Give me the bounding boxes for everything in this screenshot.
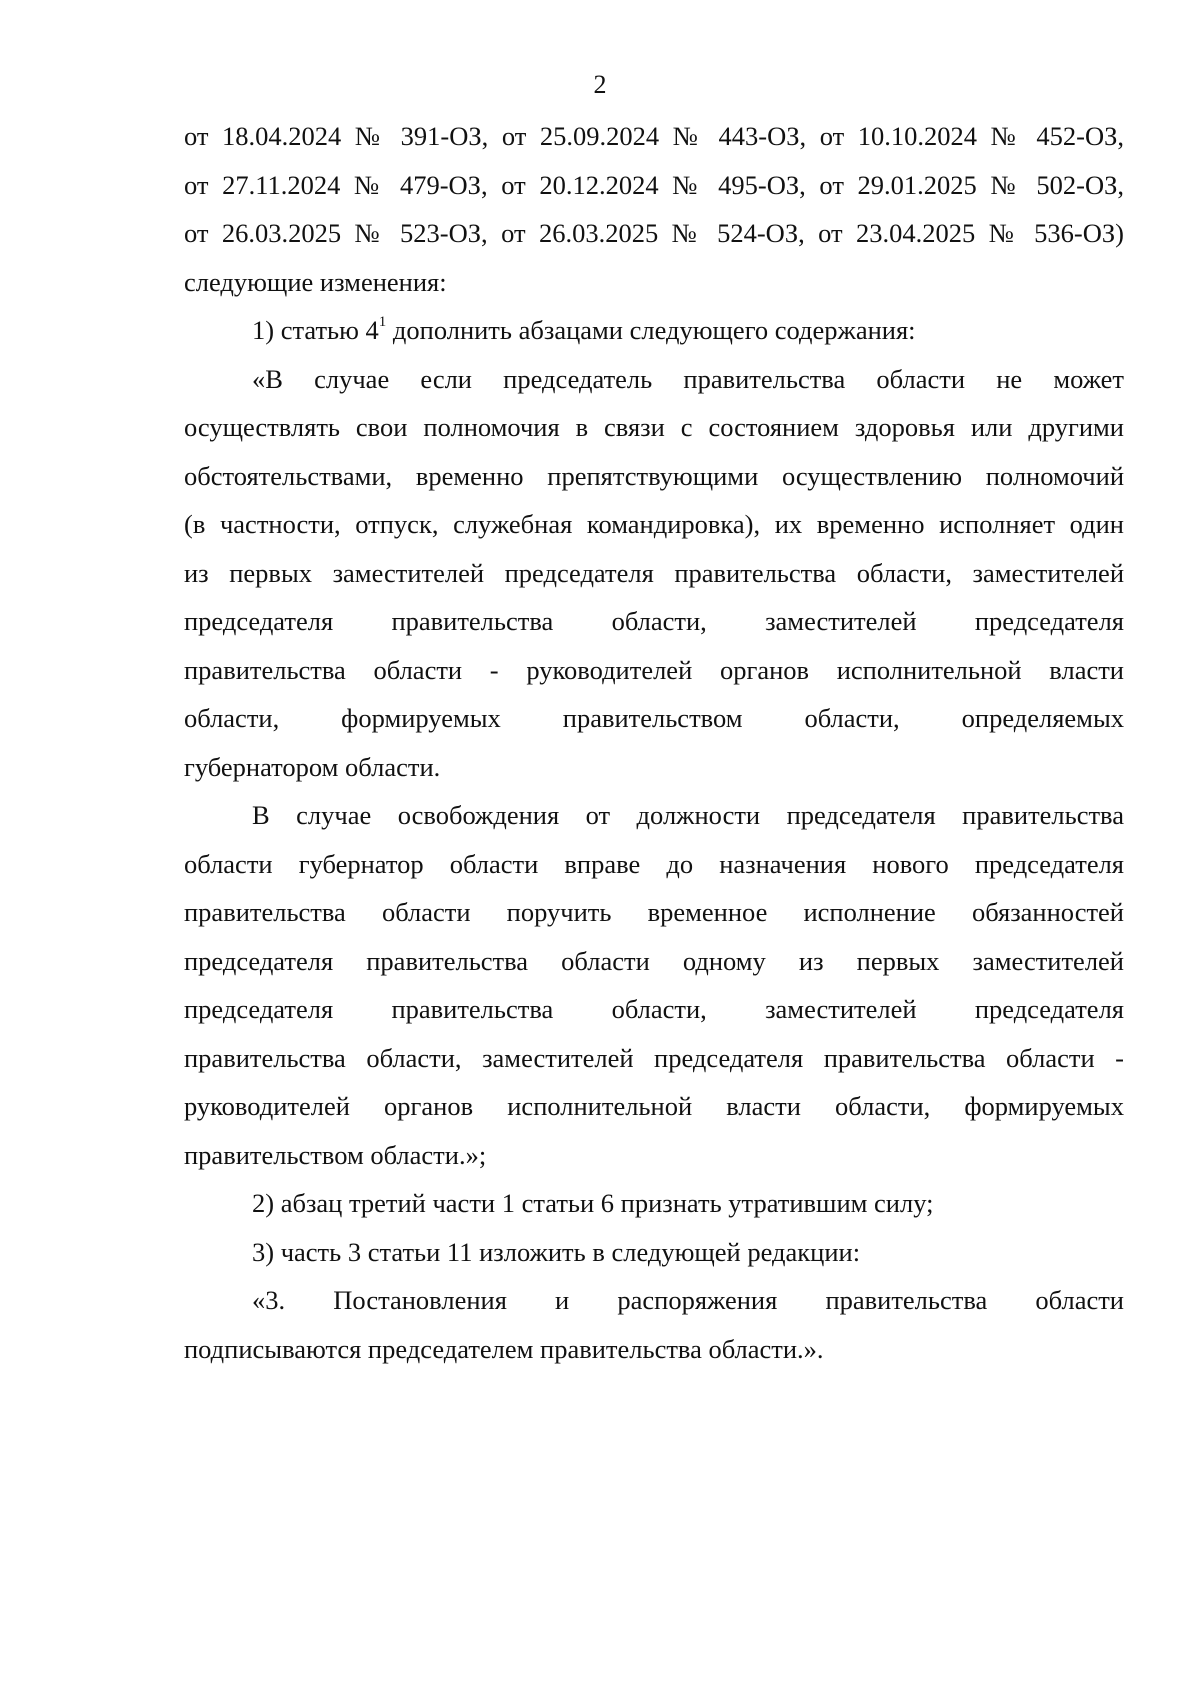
list-item-1 xyxy=(184,306,1124,355)
text-line: следующие изменения: xyxy=(184,266,447,297)
text-line: (в частности, отпуск, служебная командировка), их временно исполняет один xyxy=(184,509,1124,539)
text-line: области губернатор области вправе до назначения нового председателя xyxy=(184,848,1124,879)
superscript: 1 xyxy=(378,314,387,331)
list-item-2: 2) абзац третий части 1 статьи 6 признать утратившим силу; xyxy=(252,1188,934,1218)
text-line: обстоятельствами, временно препятствующими осуществлению полномочий xyxy=(184,460,1124,491)
text-line: председателя правительства области одному из первых заместителей xyxy=(184,945,1124,976)
text-line: правительства области, заместителей председателя правительства области - xyxy=(184,1042,1124,1073)
text-line: от 27.11.2024 № 479-ОЗ, от 20.12.2024 № 495-ОЗ, от 29.01.2025 № 502-ОЗ, xyxy=(184,169,1124,200)
page-number: 2 xyxy=(593,70,607,99)
text-line: руководителей органов исполнительной власти области, формируемых xyxy=(184,1091,1124,1121)
text-line: правительства области поручить временное исполнение обязанностей xyxy=(184,897,1124,927)
list-item-text: дополнить абзацами следующего содержания: xyxy=(386,315,916,345)
text-line: осуществлять свои полномочия в связи с состоянием здоровья или другими xyxy=(184,412,1124,442)
text-line: В случае освобождения от должности председателя правительства xyxy=(252,800,1124,830)
text-line: от 26.03.2025 № 523-ОЗ, от 26.03.2025 № 524-ОЗ, от 23.04.2025 № 536-ОЗ) xyxy=(184,218,1124,248)
text-line: «В случае если председатель правительства области не может xyxy=(252,363,1124,394)
text-line: от 18.04.2024 № 391-ОЗ, от 25.09.2024 № 443-ОЗ, от 10.10.2024 № 452-ОЗ, xyxy=(184,121,1124,151)
text-line: области, формируемых правительством области, определяемых xyxy=(184,703,1124,733)
text-line: председателя правительства области, заместителей председателя xyxy=(184,994,1124,1024)
text-line: губернатором области. xyxy=(184,751,441,782)
list-item-3: 3) часть 3 статьи 11 изложить в следующей редакции: xyxy=(252,1236,861,1267)
text-line: правительством области.»; xyxy=(184,1139,487,1170)
text-line: «3. Постановления и распоряжения правительства области xyxy=(252,1285,1124,1315)
text-line: председателя правительства области, заместителей председателя xyxy=(184,606,1124,636)
list-item-text: 1) статью 4 xyxy=(252,315,379,345)
text-line: подписываются председателем правительства области.». xyxy=(184,1333,824,1364)
text-line: из первых заместителей председателя правительства области, заместителей xyxy=(184,557,1124,588)
text-line: правительства области - руководителей органов исполнительной власти xyxy=(184,654,1124,685)
document-body xyxy=(184,112,1124,1373)
